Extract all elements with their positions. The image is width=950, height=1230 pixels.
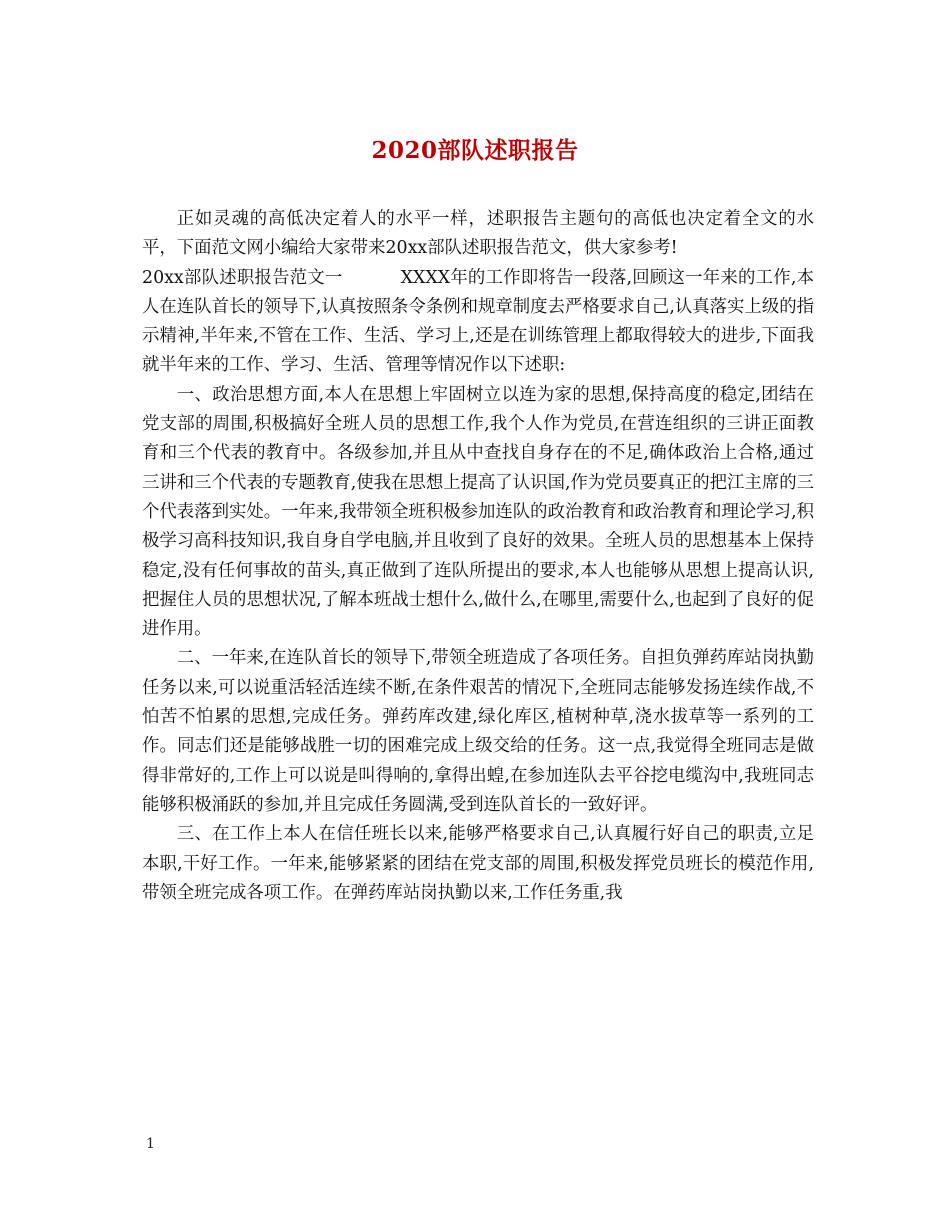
page-number: 1 <box>146 1136 155 1152</box>
document-body <box>142 205 814 908</box>
intro-paragraph: 正如灵魂的高低决定着人的水平一样，述职报告主题句的高低也决定着全文的水平，下面范文网小编给大家带来20xx部队述职报告范文，供大家参考! <box>142 209 814 259</box>
document-title: 2020部队述职报告 <box>371 137 579 164</box>
sample-first-text: XXXX年的工作即将告一段落,回顾这一年来的工作,本人在连队首长的领导下,认真按照条令条例和规章制度去严格要求自己,认真落实上级的指示精神,半年来,不管在工作、生活、学习上,还是在训练管理上都取得较大的进步,下面我就半年来的工作、学习、生活、管理等情况作以下述职: <box>142 267 814 376</box>
sample-heading: 20xx部队述职报告范文一 <box>142 267 343 288</box>
section-three-paragraph: 三、在工作上本人在信任班长以来,能够严格要求自己,认真履行好自己的职责,立足本职,干好工作。一年来,能够紧紧的团结在党支部的周围,积极发挥党员班长的模范作用,带领全班完成各项工作。在弹药库站岗执勤以来,工作任务重,我 <box>142 824 814 903</box>
section-one-paragraph: 一、政治思想方面,本人在思想上牢固树立以连为家的思想,保持高度的稳定,团结在党支部的周围,积极搞好全班人员的思想工作,我个人作为党员,在营连组织的三讲正面教育和三个代表的教育中。各级参加,并且从中查找自身存在的不足,确体政治上合格,通过三讲和三个代表的专题教育,使我在思想上提高了认识国,作为党员要真正的把江主席的三个代表落到实处。一年来,我带领全班积极参加连队的政治教育和政治教育和理论学习,积极学习高科技知识,我自身自学电脑,并且收到了良好的效果。全班人员的思想基本上保持稳定,没有任何事故的苗头,真正做到了连队所提出的要求,本人也能够从思想上提高认识,把握住人员的思想状况,了解本班战士想什么,做什么,在哪里,需要什么,也起到了良好的促进作用。 <box>142 384 814 640</box>
sample-paragraph <box>142 264 814 381</box>
section-two-paragraph: 二、一年来,在连队首长的领导下,带领全班造成了各项任务。自担负弹药库站岗执勤任务以来,可以说重活轻活连续不断,在条件艰苦的情况下,全班同志能够发扬连续作战,不怕苦不怕累的思想,完成任务。弹药库改建,绿化库区,植树种草,浇水拔草等一系列的工作。同志们还是能够战胜一切的困难完成上级交给的任务。这一点,我觉得全班同志是做得非常好的,工作上可以说是叫得响的,拿得出蝗,在参加连队去平谷挖电缆沟中,我班同志能够积极涌跃的参加,并且完成任务圆满,受到连队首长的一致好评。 <box>142 648 814 815</box>
